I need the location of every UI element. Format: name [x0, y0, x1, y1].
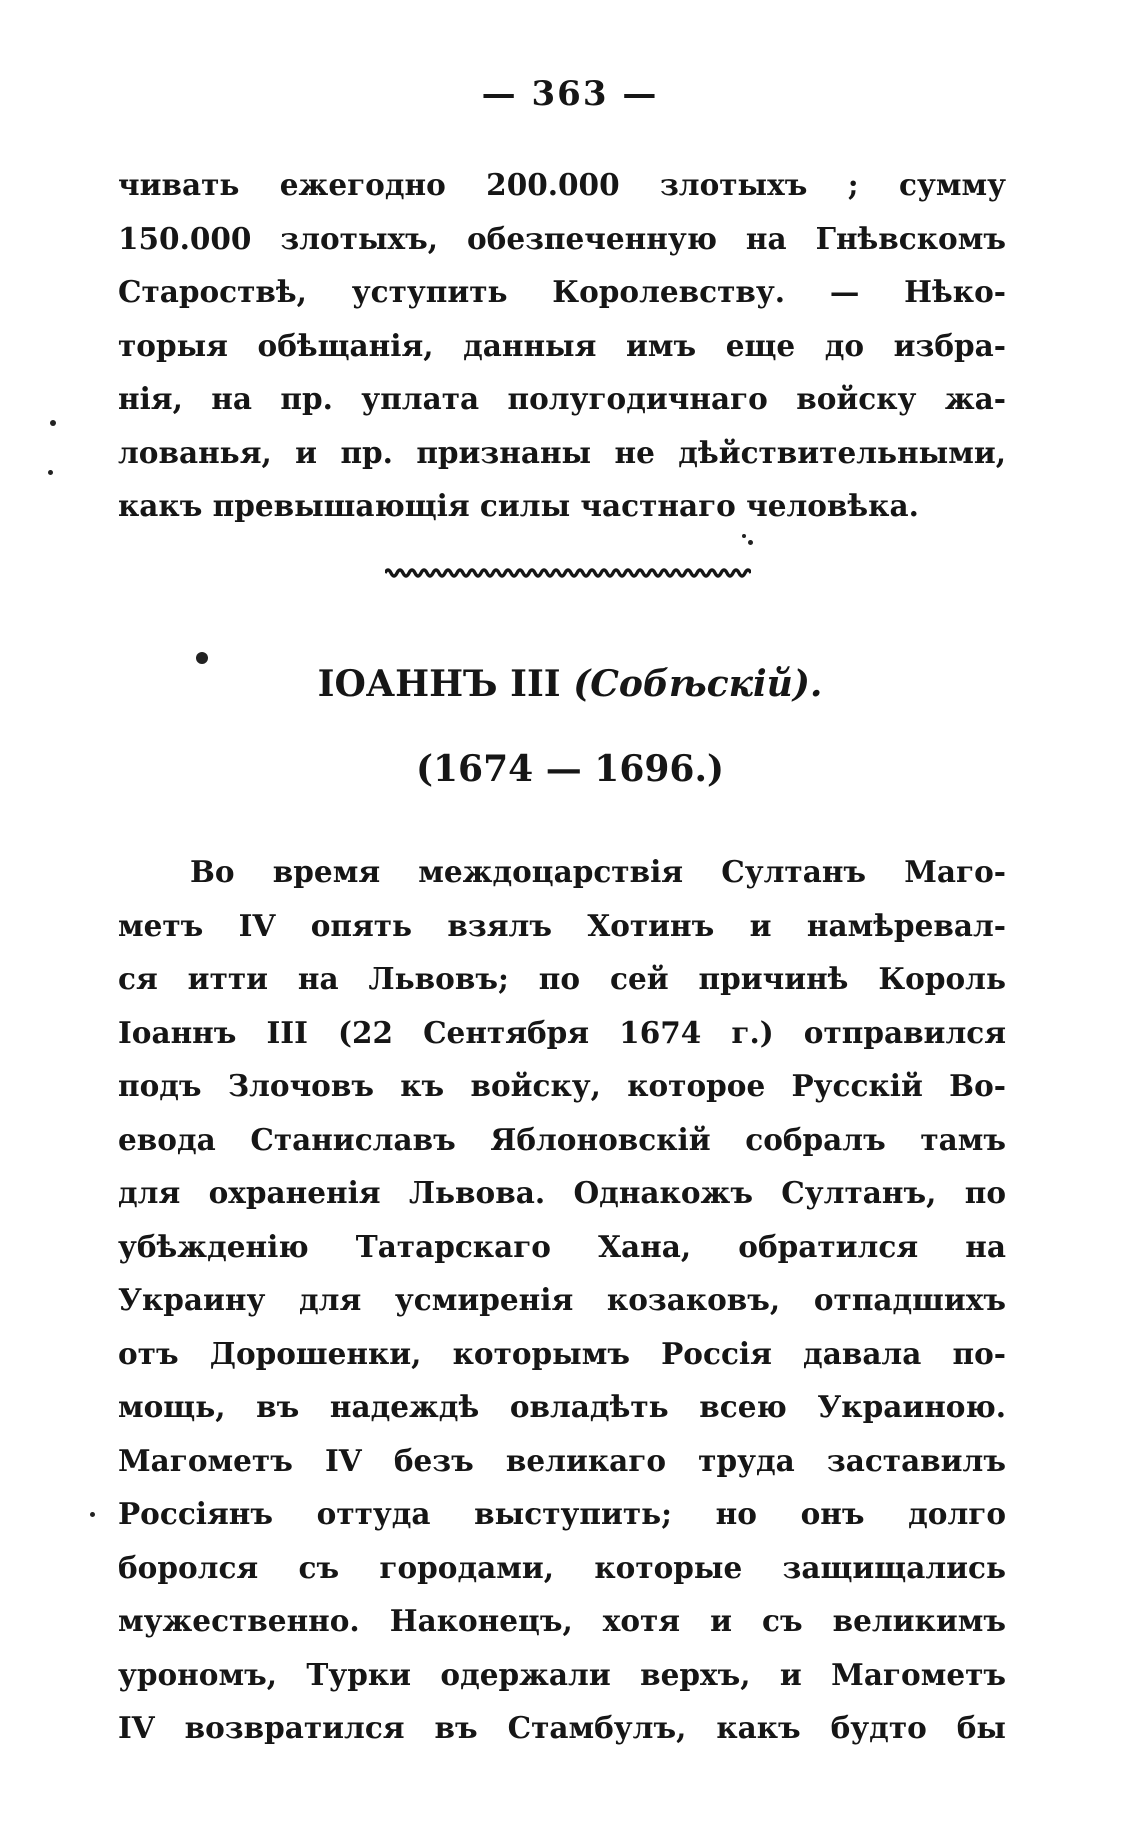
text-line: подъ Злочовъ къ войску, которое Русскій Во- — [118, 1068, 1006, 1103]
scan-speck — [748, 540, 753, 545]
text-line: Староствѣ, уступить Королевству. — Нѣко- — [118, 274, 1006, 309]
section-heading — [0, 663, 1140, 705]
text-line: Во время междоцарствія Султанъ Маго- — [190, 854, 1006, 889]
text-line: чивать ежегодно 200.000 злотыхъ ; сумму — [118, 167, 1006, 202]
text-line: торыя обѣщанія, данныя имъ еще до избра- — [118, 327, 1006, 363]
text-line: мужественно. Наконецъ, хотя и съ великимъ — [118, 1603, 1006, 1638]
text-line: 150.000 злотыхъ, обезпеченную на Гнѣвскомъ — [118, 220, 1006, 256]
text-line: какъ превышающія силы частнаго человѣка. — [118, 488, 919, 523]
body-paragraph — [118, 845, 1006, 1755]
scan-speck — [90, 1512, 95, 1517]
scan-speck — [48, 470, 53, 475]
text-line: метъ IV опять взялъ Хотинъ и намѣревал- — [118, 907, 1006, 943]
top-paragraph — [118, 158, 1006, 533]
text-line: нія, на пр. уплата полугодичнаго войску жа- — [118, 381, 1006, 416]
heading-name: ІОАННЪ III — [317, 663, 561, 705]
text-line: убѣжденію Татарскаго Хана, обратился на — [118, 1228, 1006, 1264]
text-line: евода Станиславъ Яблоновскій собралъ тамъ — [118, 1121, 1006, 1157]
section-separator-ornament — [385, 566, 751, 580]
text-line: отъ Дорошенки, которымъ Россія давала по- — [118, 1335, 1006, 1371]
scan-speck — [50, 420, 56, 426]
page-number: — 363 — — [481, 74, 659, 114]
text-line: боролся съ городами, которые защищались — [118, 1549, 1006, 1585]
scan-speck — [742, 534, 746, 538]
text-line: Магометъ IV безъ великаго труда заставилъ — [118, 1442, 1006, 1478]
scan-speck — [196, 652, 208, 664]
text-line: для охраненія Львова. Однакожъ Султанъ, по — [118, 1175, 1006, 1210]
text-line: Россіянъ оттуда выступить; но онъ долго — [118, 1496, 1006, 1531]
text-line: лованья, и пр. признаны не дѣйствительными, — [118, 434, 1006, 470]
text-line: Іоаннъ III (22 Сентября 1674 г.) отправился — [118, 1014, 1006, 1050]
heading-epithet: (Собѣскій). — [573, 663, 823, 705]
text-line: мощь, въ надеждѣ овладѣть всею Украиною. — [118, 1389, 1006, 1424]
text-line: ся итти на Львовъ; по сей причинѣ Король — [118, 961, 1006, 996]
text-line: Украину для усмиренія козаковъ, отпадшихъ — [118, 1282, 1006, 1317]
text-line: IV возвратился въ Стамбулъ, какъ будто бы — [118, 1710, 1006, 1745]
reign-years: (1674 — 1696.) — [415, 748, 725, 790]
text-line: урономъ, Турки одержали верхъ, и Магометъ — [118, 1656, 1006, 1692]
